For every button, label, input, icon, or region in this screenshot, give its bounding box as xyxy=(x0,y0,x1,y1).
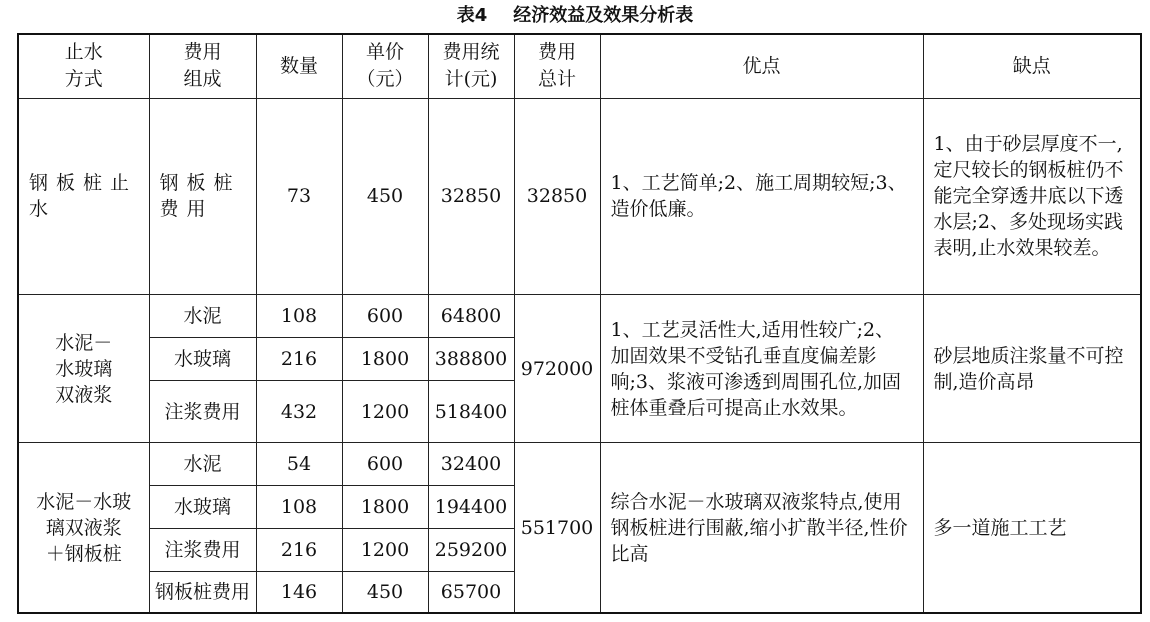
composition-cell: 水玻璃 xyxy=(149,337,256,380)
header-quantity: 数量 xyxy=(256,34,342,98)
unit-price-cell: 450 xyxy=(342,572,428,613)
composition-cell: 注浆费用 xyxy=(149,381,256,443)
cost-sum-cell: 194400 xyxy=(428,486,514,529)
table-row xyxy=(18,294,1141,337)
unit-price-cell: 600 xyxy=(342,294,428,337)
unit-price-cell: 1800 xyxy=(342,486,428,529)
caption-title: 经济效益及效果分析表 xyxy=(513,5,694,26)
header-composition: 费用 组成 xyxy=(149,34,256,98)
quantity-cell: 432 xyxy=(256,381,342,443)
quantity-cell: 146 xyxy=(256,572,342,613)
cost-total-cell: 551700 xyxy=(514,443,600,613)
composition-cell: 水泥 xyxy=(149,294,256,337)
quantity-cell: 216 xyxy=(256,337,342,380)
table-row xyxy=(18,443,1141,486)
quantity-cell: 54 xyxy=(256,443,342,486)
composition-cell: 钢板桩费用 xyxy=(149,572,256,613)
cost-total-cell: 972000 xyxy=(514,294,600,442)
pros-cell: 综合水泥－水玻璃双液浆特点,使用钢板桩进行围蔽,缩小扩散半径,性价比高 xyxy=(600,443,923,613)
cost-sum-cell: 259200 xyxy=(428,529,514,572)
composition-cell: 水玻璃 xyxy=(149,486,256,529)
cost-total-cell: 32850 xyxy=(514,98,600,294)
unit-price-cell: 1800 xyxy=(342,337,428,380)
method-cell: 钢板桩止 水 xyxy=(18,98,149,294)
economic-analysis-table xyxy=(17,33,1142,614)
method-cell: 水泥－ 水玻璃 双液浆 xyxy=(18,294,149,442)
pros-cell: 1、工艺灵活性大,适用性较广;2、加固效果不受钻孔垂直度偏差影响;3、浆液可渗透到周围孔位,加固桩体重叠后可提高止水效果。 xyxy=(600,294,923,442)
cost-sum-cell: 388800 xyxy=(428,337,514,380)
quantity-cell: 108 xyxy=(256,486,342,529)
quantity-cell: 108 xyxy=(256,294,342,337)
quantity-cell: 216 xyxy=(256,529,342,572)
header-pros: 优点 xyxy=(600,34,923,98)
cost-sum-cell: 64800 xyxy=(428,294,514,337)
cons-cell: 1、由于砂层厚度不一,定尺较长的钢板桩仍不能完全穿透井底以下透水层;2、多处现场实践表明,止水效果较差。 xyxy=(923,98,1141,294)
cost-sum-cell: 32850 xyxy=(428,98,514,294)
header-cost-sum: 费用统 计(元) xyxy=(428,34,514,98)
cost-sum-cell: 518400 xyxy=(428,381,514,443)
header-method: 止水 方式 xyxy=(18,34,149,98)
cost-sum-cell: 65700 xyxy=(428,572,514,613)
header-cost-total: 费用 总计 xyxy=(514,34,600,98)
caption-label: 表4 xyxy=(456,5,488,26)
unit-price-cell: 1200 xyxy=(342,381,428,443)
quantity-cell: 73 xyxy=(256,98,342,294)
method-cell: 水泥－水玻 璃双液浆 ＋钢板桩 xyxy=(18,443,149,613)
pros-cell: 1、工艺简单;2、施工周期较短;3、造价低廉。 xyxy=(600,98,923,294)
composition-cell: 注浆费用 xyxy=(149,529,256,572)
header-unit-price: 单价 （元） xyxy=(342,34,428,98)
composition-cell: 水泥 xyxy=(149,443,256,486)
unit-price-cell: 450 xyxy=(342,98,428,294)
cons-cell: 多一道施工工艺 xyxy=(923,443,1141,613)
unit-price-cell: 600 xyxy=(342,443,428,486)
composition-cell: 钢板桩 费用 xyxy=(149,98,256,294)
cost-sum-cell: 32400 xyxy=(428,443,514,486)
table-row xyxy=(18,98,1141,294)
table-caption xyxy=(0,4,1150,28)
header-cons: 缺点 xyxy=(923,34,1141,98)
unit-price-cell: 1200 xyxy=(342,529,428,572)
cons-cell: 砂层地质注浆量不可控制,造价高昂 xyxy=(923,294,1141,442)
header-row xyxy=(18,34,1141,98)
